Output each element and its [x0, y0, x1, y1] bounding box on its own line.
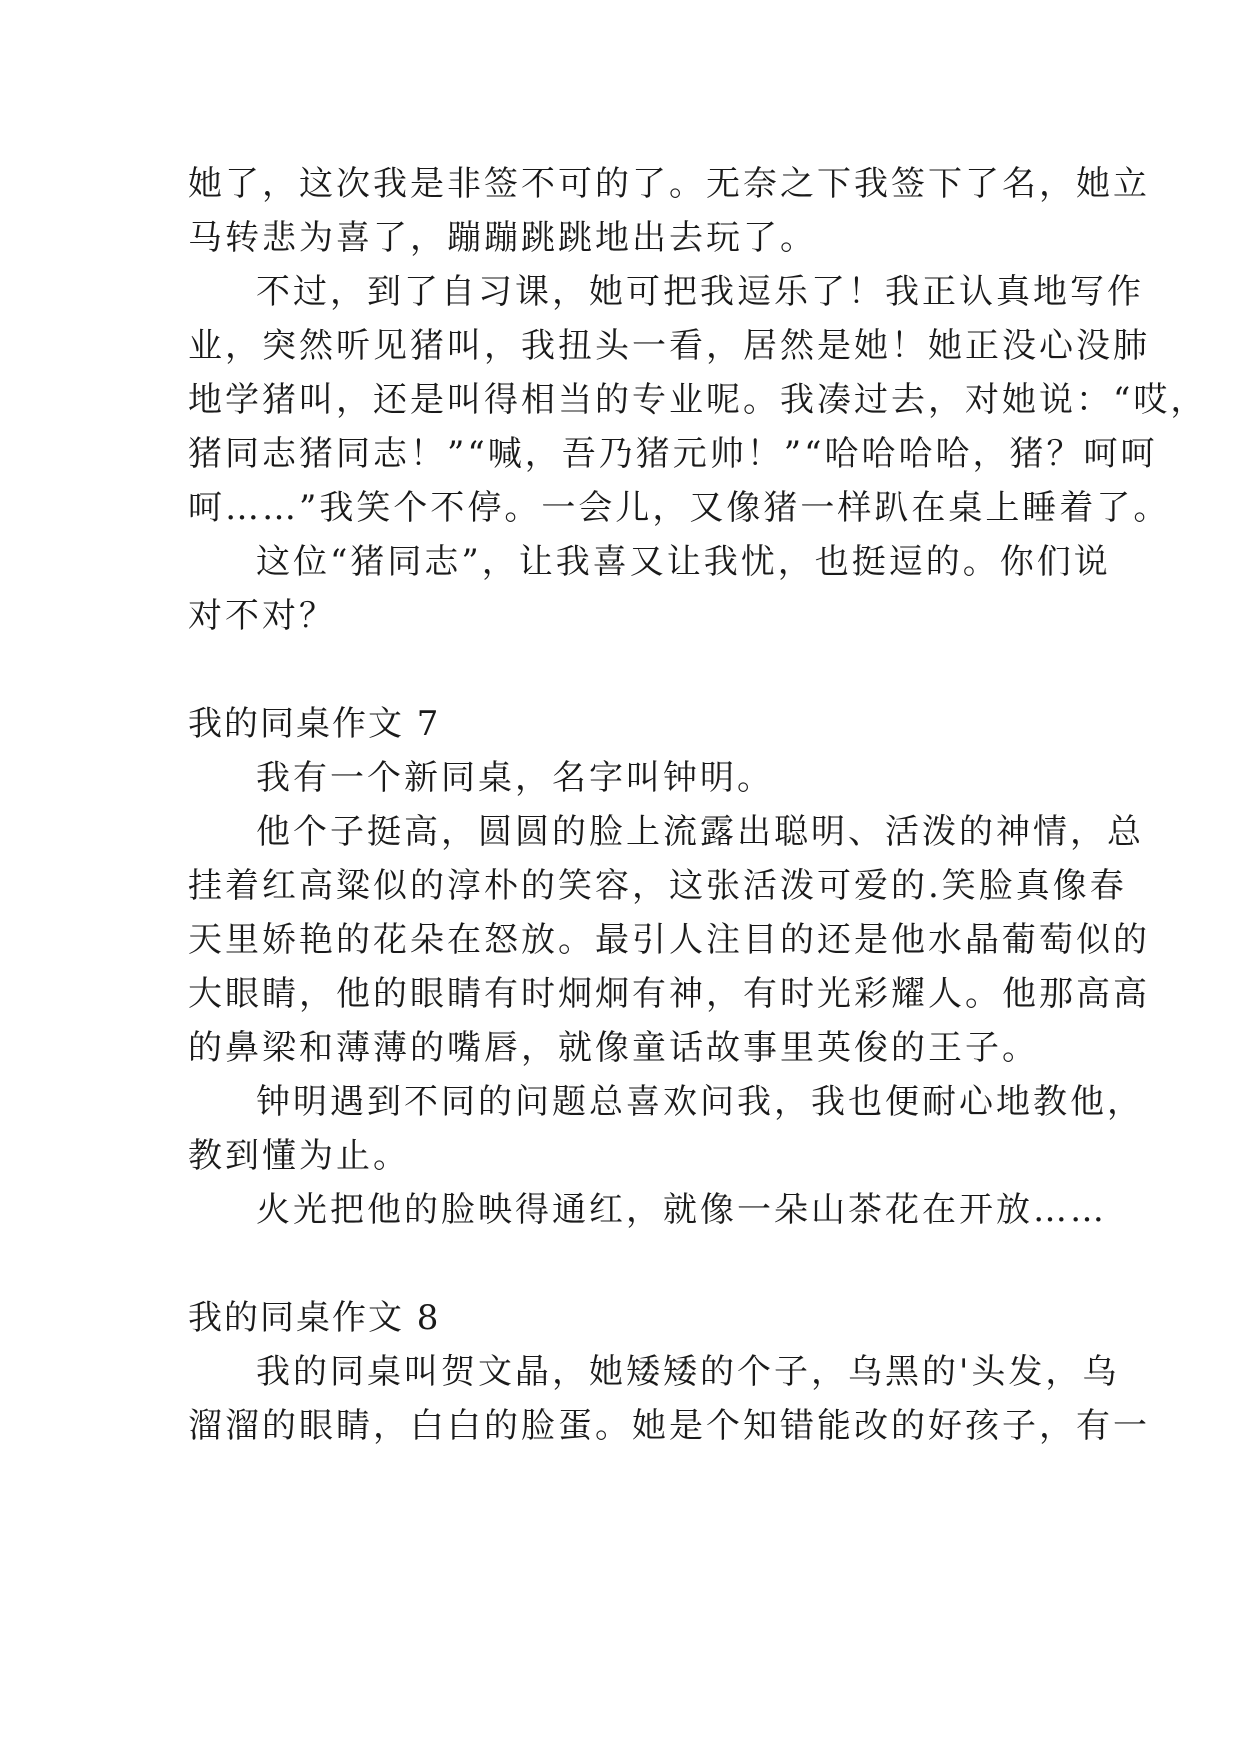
text-line: 业，突然听见猪叫，我扭头一看，居然是她！她正没心没肺: [188, 326, 1150, 366]
paragraph-first-line: 我的同桌叫贺文晶，她矮矮的个子，乌黑的'头发，乌: [256, 1352, 1120, 1392]
text-line: 呵……”我笑个不停。一会儿，又像猪一样趴在桌上睡着了。: [188, 488, 1171, 528]
text-line: 地学猪叫，还是叫得相当的专业呢。我凑过去，对她说：“哎，: [188, 380, 1208, 420]
paragraph-first-line: 钟明遇到不同的问题总喜欢问我，我也便耐心地教他，: [256, 1082, 1144, 1122]
text-line: 天里娇艳的花朵在怒放。最引人注目的还是他水晶葡萄似的: [188, 920, 1150, 960]
text-line: 马转悲为喜了，蹦蹦跳跳地出去玩了。: [188, 218, 817, 258]
text-line: 对不对？: [188, 596, 336, 636]
text-line: 的鼻梁和薄薄的嘴唇，就像童话故事里英俊的王子。: [188, 1028, 1039, 1068]
text-line: 猪同志猪同志！”“喊，吾乃猪元帅！”“哈哈哈哈，猪？呵呵: [188, 434, 1158, 474]
text-line: 溜溜的眼睛，白白的脸蛋。她是个知错能改的好孩子，有一: [188, 1406, 1150, 1446]
paragraph-first-line: 他个子挺高，圆圆的脸上流露出聪明、活泼的神情，总: [256, 812, 1144, 852]
paragraph-first-line: 不过，到了自习课，她可把我逗乐了！我正认真地写作: [256, 272, 1144, 312]
paragraph-first-line: 火光把他的脸映得通红，就像一朵山茶花在开放……: [256, 1190, 1107, 1230]
paragraph-first-line: 我有一个新同桌，名字叫钟明。: [256, 758, 774, 798]
text-line: 她了，这次我是非签不可的了。无奈之下我签下了名，她立: [188, 164, 1150, 204]
text-line: 挂着红高粱似的淳朴的笑容，这张活泼可爱的.笑脸真像春: [188, 866, 1127, 906]
paragraph-first-line: 这位“猪同志”，让我喜又让我忧，也挺逗的。你们说: [256, 542, 1111, 582]
section-heading: 我的同桌作文 7: [188, 704, 441, 744]
text-line: 大眼睛，他的眼睛有时炯炯有神，有时光彩耀人。他那高高: [188, 974, 1150, 1014]
text-line: 教到懂为止。: [188, 1136, 410, 1176]
section-heading: 我的同桌作文 8: [188, 1298, 441, 1338]
